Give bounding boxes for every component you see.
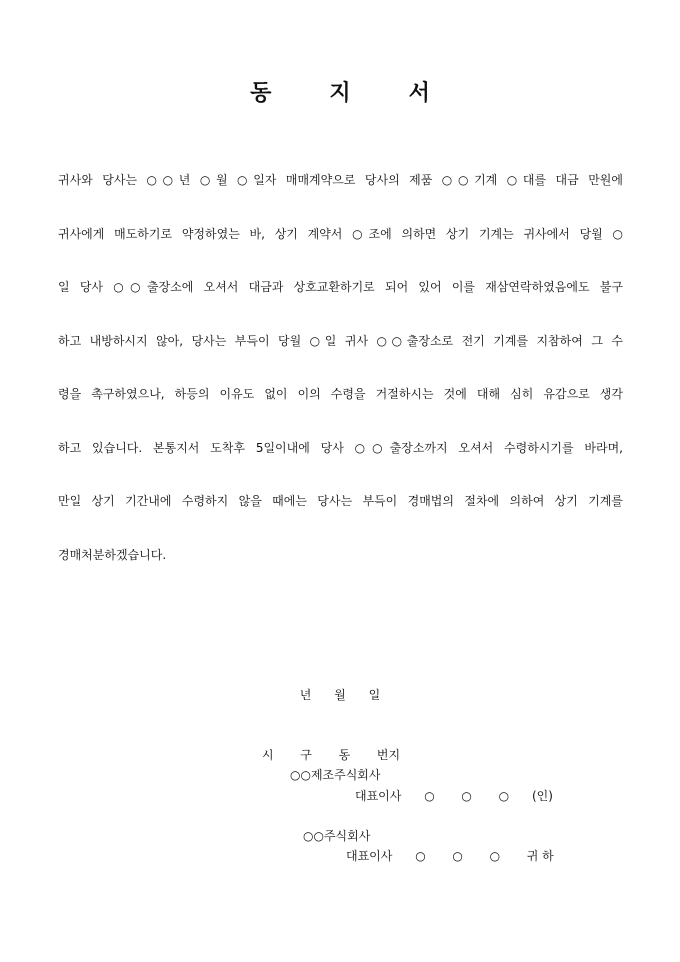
body-line-last: 경매처분하겠습니다. xyxy=(58,547,167,562)
body-line: 귀사와 당사는 ○○년 ○월 ○일자 매매계약으로 당사의 제품 ○○기계 ○대를 대금 만원에 xyxy=(58,173,623,187)
sender-representative: 대표이사 ○ ○ ○ (인) xyxy=(355,789,553,803)
recipient-company: ○○주식회사 xyxy=(303,829,371,843)
body-line: 하고 있습니다. 본통지서 도착후 5일이내에 당사 ○○출장소까지 오셔서 수령하시기를 바라며, xyxy=(58,440,623,455)
document-title xyxy=(0,76,680,107)
body-line: 귀사에게 매도하기로 약정하였는 바, 상기 계약서 ○조에 의하면 상기 기계는 귀사에서 당월 ○ xyxy=(58,226,623,241)
sender-company: ○○제조주식회사 xyxy=(290,768,381,782)
title-char-1: 동 xyxy=(250,81,272,106)
body-line: 일 당사 ○○출장소에 오셔서 대금과 상호교환하기로 되어 있어 이를 재삼연락하였음에도 불구 xyxy=(58,280,623,294)
date-line: 년 월 일 xyxy=(299,688,381,702)
title-char-2: 지 xyxy=(329,81,351,106)
body-line: 만일 상기 기간내에 수령하지 않을 때에는 당사는 부득이 경매법의 절차에 의하여 상기 기계를 xyxy=(58,494,623,508)
title-char-3: 서 xyxy=(408,81,430,106)
body-line: 하고 내방하시지 않아, 당사는 부득이 당월 ○일 귀사 ○○출장소로 전기 기계를 지참하여 그 수 xyxy=(58,333,623,348)
address-line: 시 구 동 번지 xyxy=(262,748,401,762)
body-line: 령을 촉구하였으나, 하등의 이유도 없이 이의 수령을 거절하시는 것에 대해 심히 유감으로 생각 xyxy=(58,387,623,401)
notice-body xyxy=(58,170,623,598)
recipient-representative: 대표이사 ○ ○ ○ 귀 하 xyxy=(346,849,554,863)
